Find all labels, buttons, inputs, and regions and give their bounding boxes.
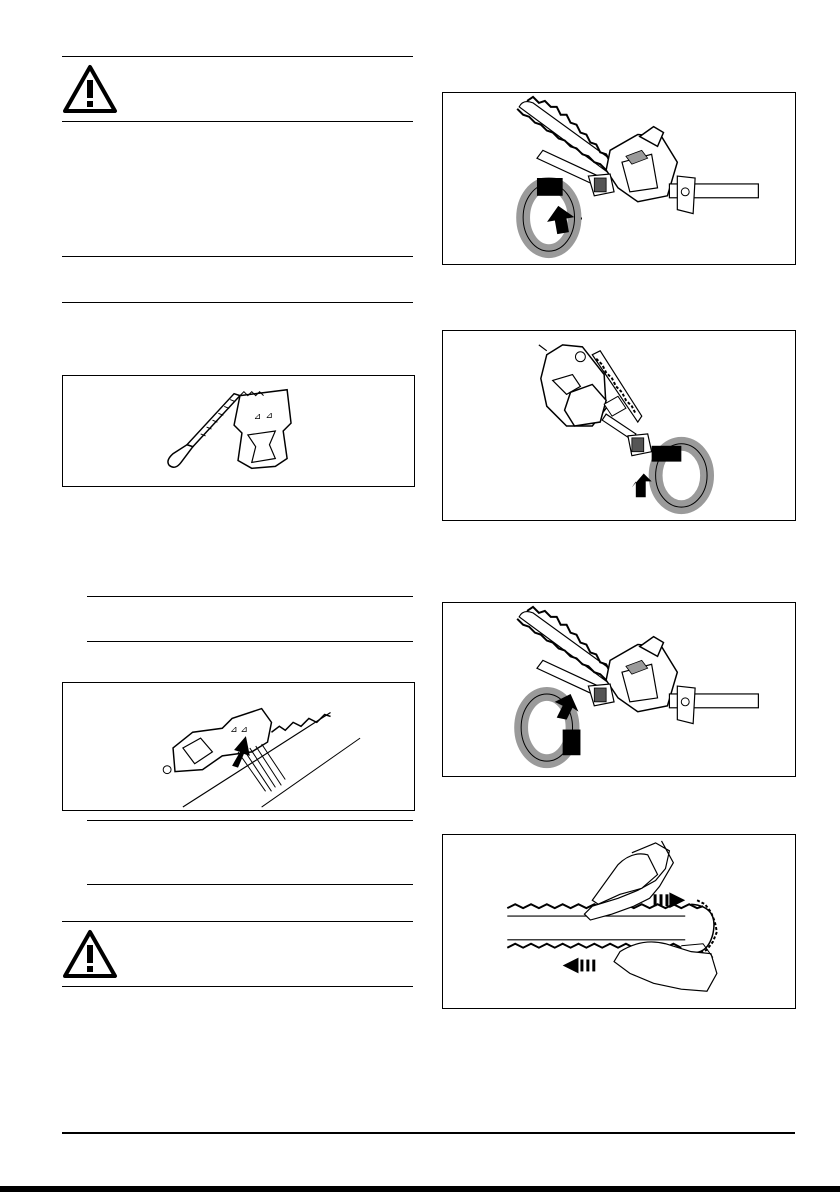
warning-bottom-rule [62, 121, 413, 122]
push-arrow-icon [63, 683, 414, 810]
warning-top-rule [62, 56, 413, 57]
counterclockwise-arrow-icon [443, 603, 795, 776]
note-rule [87, 641, 413, 642]
direction-arrow-icon [443, 835, 795, 1008]
figure-pull-chain [442, 834, 796, 1009]
svg-text:⊿ ⊿: ⊿ ⊿ [230, 725, 248, 736]
note-rule [62, 302, 413, 303]
note-rule [87, 596, 413, 597]
figure-tools [62, 375, 415, 487]
note-rule [87, 884, 413, 885]
svg-text:⊿: ⊿ [253, 412, 262, 423]
note-rule [62, 256, 413, 257]
clockwise-arrow-icon [443, 93, 795, 264]
footer-rule [62, 1132, 795, 1134]
warning-bottom-rule [62, 986, 413, 987]
figure-tension-3 [442, 602, 796, 777]
figure-depth-gauge [62, 682, 415, 811]
svg-text:⊿: ⊿ [265, 411, 273, 422]
warning-triangle-icon [62, 64, 118, 114]
page-bottom-edge [0, 1186, 840, 1192]
warning-top-rule [62, 921, 413, 922]
clockwise-arrow-icon [443, 331, 795, 520]
note-rule [87, 820, 413, 821]
depth-gauge-icon [63, 376, 414, 486]
figure-tension-2 [442, 330, 796, 521]
warning-triangle-icon [62, 929, 118, 979]
figure-tension-1 [442, 92, 796, 265]
